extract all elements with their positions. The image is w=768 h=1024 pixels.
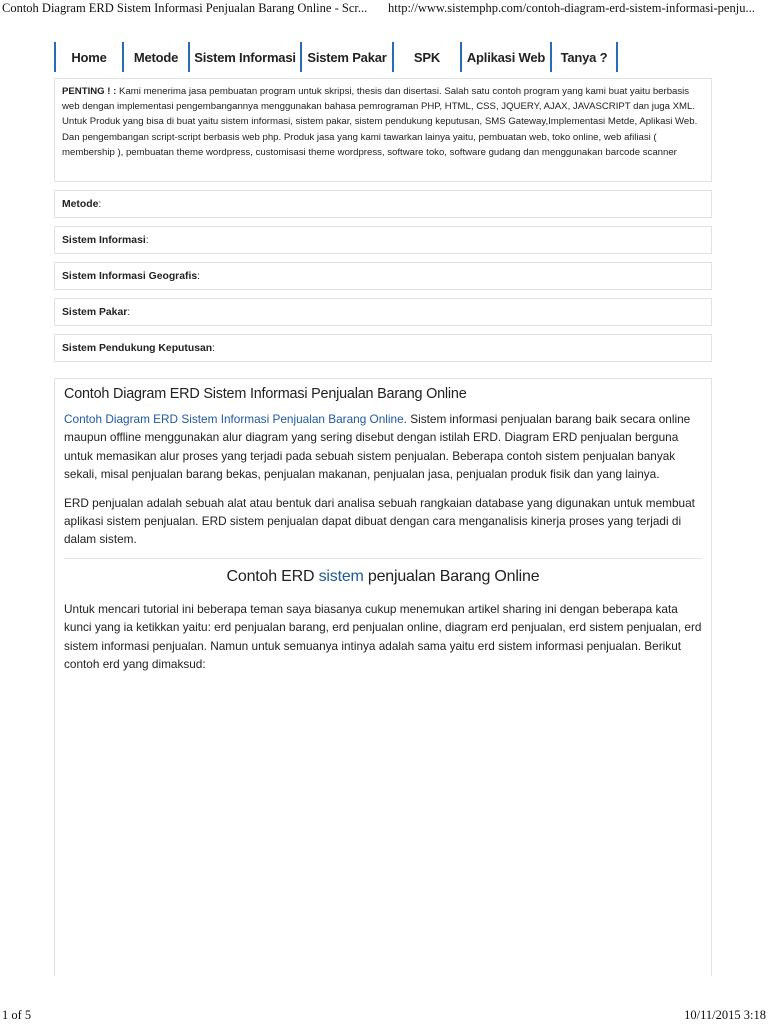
category-sistem-pakar[interactable]: Sistem Pakar :: [54, 298, 712, 326]
print-footer: [0, 1008, 768, 1024]
article-title-link[interactable]: Contoh Diagram ERD Sistem Informasi Penjualan Barang Online: [64, 412, 404, 426]
print-header: [0, 0, 768, 20]
print-page-number: 1 of 5: [2, 1008, 32, 1022]
category-sistem-informasi-geografis[interactable]: Sistem Informasi Geografis :: [54, 262, 712, 290]
article-paragraph-1: Contoh Diagram ERD Sistem Informasi Penjualan Barang Online. Sistem informasi penjualan barang baik secara online maupun offline menggunakan alur diagram yang sering disebut dengan istilah ERD. Diagram ERD penjualan berguna untuk memasikan alur proses yang terjadi pada sebuah sistem penjualan. Beberapa contoh sistem penjualan banyak sekali, misal penjualan barang bekas, penjualan makanan, penjualan jasa, penjualan produk fisik dan yang lainya.: [64, 412, 691, 482]
nav-sistem-informasi[interactable]: Sistem Informasi: [188, 42, 300, 72]
article: [54, 378, 712, 976]
nav-sistem-pakar[interactable]: Sistem Pakar: [300, 42, 392, 72]
article-title: Contoh Diagram ERD Sistem Informasi Penjualan Barang Online: [64, 386, 467, 402]
nav-metode[interactable]: Metode: [122, 42, 188, 72]
article-paragraph-3: Untuk mencari tutorial ini beberapa teman saya biasanya cukup menemukan artikel sharing ini dengan beberapa kata kunci yang ia ketikkan yaitu: erd penjualan barang, erd penjualan online, diagram erd penjualan, erd sistem penjualan, erd sistem informasi penjualan. Namun untuk semuanya intinya adalah sama yaitu erd sistem informasi penjualan. Berikut contoh erd yang dimaksud:: [64, 601, 702, 672]
notice-text: Kami menerima jasa pembuatan program untuk skripsi, thesis dan disertasi. Salah satu contoh program yang kami buat yaitu berbasis web dengan implementasi pengembangannya menggunakan bahasa pemrograman PHP, HTML, CSS, JQUERY, AJAX, JAVASCRIPT dan juga XML. Untuk Produk yang bisa di buat yaitu sistem informasi, sistem pakar, sistem pendukung keputusan, SMS Gateway,Implementasi Metde, Aplikasi Web. Dan pengembangan script-script berbasis web php. Produk jasa yang kami tawarkan lainya yaitu, pembuatan web, toko online, web afiliasi ( membership ), pembuatan theme wordpress, customisasi theme wordpress, software toko, software gudang dan menggunakan barcode scanner: [62, 86, 698, 158]
category-label: Sistem Informasi Geografis: [62, 270, 198, 282]
category-label: Sistem Pendukung Keputusan: [62, 342, 213, 354]
category-sistem-informasi[interactable]: Sistem Informasi :: [54, 226, 712, 254]
nav-tanya[interactable]: Tanya ?: [550, 42, 618, 72]
category-label: Metode: [62, 198, 99, 210]
notice-box: [54, 78, 712, 182]
category-label: Sistem Informasi: [62, 234, 146, 246]
divider: [64, 558, 702, 559]
nav-aplikasi-web[interactable]: Aplikasi Web: [460, 42, 550, 72]
notice-label: PENTING ! :: [62, 86, 117, 97]
print-page-url: http://www.sistemphp.com/contoh-diagram-erd-sistem-informasi-penju...: [388, 1, 755, 15]
print-datetime: 10/11/2015 3:18: [684, 1008, 766, 1022]
category-label: Sistem Pakar: [62, 306, 128, 318]
print-page-title: Contoh Diagram ERD Sistem Informasi Penjualan Barang Online - Scr...: [2, 1, 368, 15]
main-nav: [54, 42, 618, 72]
category-spk[interactable]: Sistem Pendukung Keputusan :: [54, 334, 712, 362]
subtitle-link-sistem[interactable]: sistem: [318, 567, 364, 585]
category-metode[interactable]: Metode :: [54, 190, 712, 218]
article-paragraph-2: ERD penjualan adalah sebuah alat atau bentuk dari analisa sebuah rangkaian database yang digunakan untuk membuat aplikasi sistem penjualan. ERD sistem penjualan dapat dibuat dengan cara menganalisis kinerja proses yang terjadi di dalam sistem.: [64, 495, 695, 547]
article-subtitle: Contoh ERD sistem penjualan Barang Online: [226, 567, 540, 585]
nav-home[interactable]: Home: [54, 42, 122, 72]
nav-spk[interactable]: SPK: [392, 42, 460, 72]
